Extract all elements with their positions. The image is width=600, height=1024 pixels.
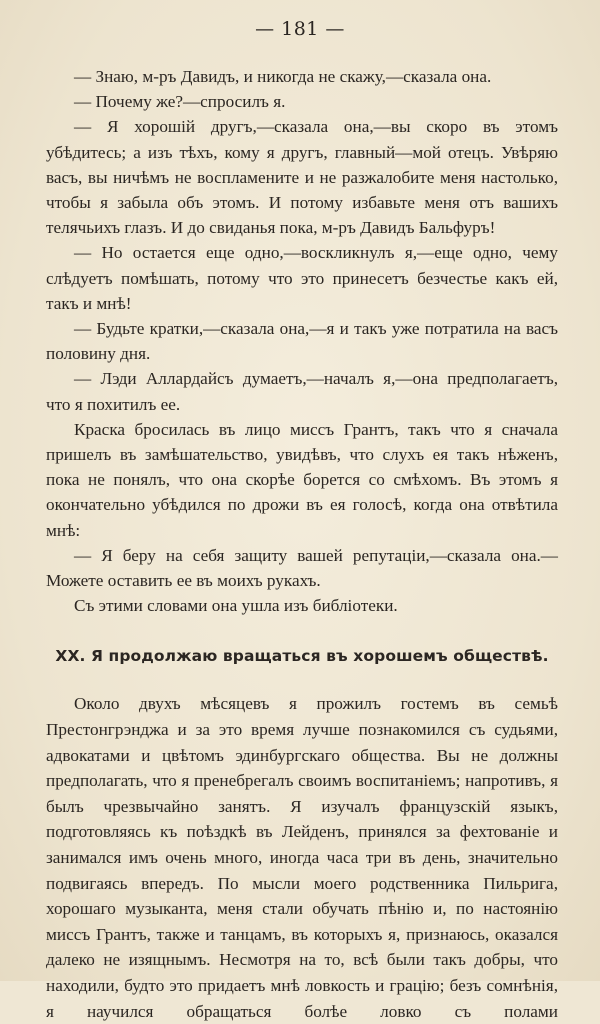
page-body (46, 64, 558, 1024)
dialogue-paragraph: — Знаю, м-ръ Давидъ, и никогда не скажу,—сказала она. (74, 67, 492, 86)
dialogue-paragraph: — Но остается еще одно,—воскликнулъ я,—еще одно, чему слѣдуетъ помѣшать, потому что это принесетъ безчестье какъ ей, такъ и мнѣ! (46, 243, 558, 313)
dialogue-paragraph: — Почему же?—спросилъ я. (74, 92, 286, 112)
dialogue-paragraph: — Лэди Аллардайсъ думаетъ,—началъ я,—она предполагаетъ, что я похитилъ ее. (46, 369, 558, 414)
chapter-title: XX. Я продолжаю вращаться въ хорошемъ обществѣ. (55, 647, 549, 666)
dialogue-paragraph: — Я хорошій другъ,—сказала она,—вы скоро въ этомъ убѣдитесь; а изъ тѣхъ, кому я другъ, главный—мой отецъ. Увѣряю васъ, вы ничѣмъ не воспламените и не разжалобите меня настолько, чтобы я забыла объ этомъ. И потому избавьте меня отъ вашихъ телячьихъ глазъ. И до свиданья пока, м-ръ Давидъ Бальфуръ! (46, 117, 558, 238)
chapter-paragraph: Около двухъ мѣсяцевъ я прожилъ гостемъ въ семьѣ Престонгрэнджа и за это время лучше познакомился съ судьями, адвокатами и цвѣтомъ эдинбургскаго общества. Вы не должны предполагать, что я пренебрегалъ своимъ воспитаніемъ; напротивъ, я былъ чрезвычайно занятъ. Я изучалъ французскій языкъ, подготовляясь къ поѣздкѣ въ Лейденъ, принялся за фехтованіе и занимался имъ очень много, иногда часа три въ день, значительно подвигаясь впередъ. По мысли моего родственника Пильрига, хорошаго музыканта, меня стали обучать пѣнію и, по настоянію миссъ Грантъ, также и танцамъ, въ которыхъ я, признаюсь, оказался далеко не изящнымъ. Несмотря на то, всѣ были такъ добры, что находили, будто это придаетъ мнѣ ловкость и грацію; безъ сомнѣнія, я научился обращаться болѣе ловко съ полами (46, 694, 558, 1021)
page-number-header: — 181 — (255, 18, 345, 40)
narrative-paragraph: Съ этими словами она ушла изъ библіотеки. (74, 596, 398, 616)
narrative-paragraph: Краска бросилась въ лицо миссъ Грантъ, такъ что я сначала пришелъ въ замѣшательство, увидѣвъ, что слухъ ея такъ нѣженъ, пока не понялъ, что она скорѣе борется со смѣхомъ. Въ этомъ я окончательно убѣдился по дрожи въ ея голосѣ, когда она отвѣтила мнѣ: (46, 419, 558, 540)
dialogue-paragraph: — Будьте кратки,—сказала она,—я и такъ уже потратила на васъ половину дня. (46, 319, 558, 364)
dialogue-paragraph: — Я беру на себя защиту вашей репутаціи,—сказала она.—Можете оставить ее въ моихъ рукахъ. (46, 545, 558, 591)
